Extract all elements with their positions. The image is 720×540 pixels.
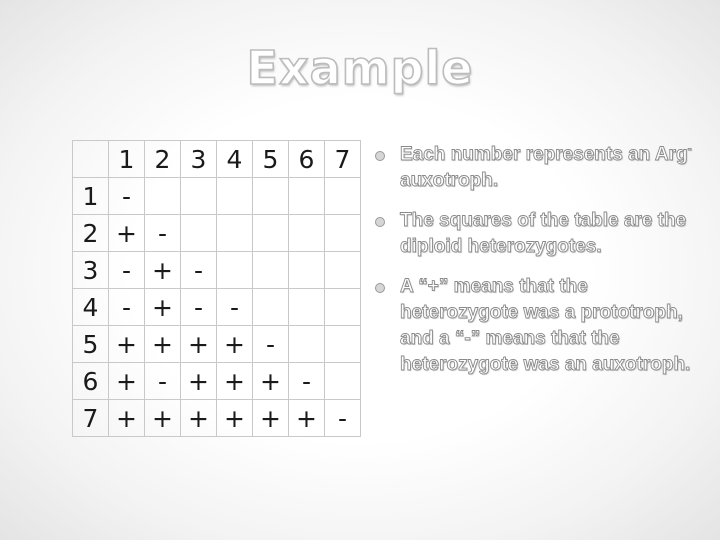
- table-row: [73, 178, 361, 215]
- table-cell: [325, 326, 361, 363]
- bullet-text: The squares of the table are the diploid heterozygotes.: [400, 210, 687, 257]
- table-cell: -: [181, 252, 217, 289]
- table-cell: +: [145, 326, 181, 363]
- complementation-table: [72, 140, 361, 437]
- table-cell: [145, 178, 181, 215]
- column-header: 3: [181, 141, 217, 178]
- table-cell: -: [289, 363, 325, 400]
- table-cell: +: [109, 215, 145, 252]
- bullet-text-post: auxotroph.: [400, 170, 499, 191]
- table-cell: [289, 178, 325, 215]
- table-cell: [181, 215, 217, 252]
- table-cell: +: [109, 400, 145, 437]
- table-cell: [253, 215, 289, 252]
- table-cell: [217, 252, 253, 289]
- bullet-text: A “+” means that the heterozygote was a prototroph, and a “-” means that the heterozygote was an auxotroph.: [400, 276, 691, 375]
- bullet-item: [372, 208, 702, 260]
- column-header: 5: [253, 141, 289, 178]
- table-cell: +: [217, 363, 253, 400]
- table-cell: -: [253, 326, 289, 363]
- table-cell: [217, 215, 253, 252]
- table-row: [73, 326, 361, 363]
- row-header: 1: [73, 178, 109, 215]
- bullet-dot-icon: [375, 217, 385, 227]
- table-cell: +: [145, 400, 181, 437]
- bullet-item: [372, 274, 702, 378]
- table-cell: [325, 363, 361, 400]
- table-cell: [217, 178, 253, 215]
- table-cell: -: [109, 178, 145, 215]
- table-cell: [325, 289, 361, 326]
- row-header: 4: [73, 289, 109, 326]
- bullet-dot-icon: [375, 283, 385, 293]
- column-header: 1: [109, 141, 145, 178]
- table-cell: +: [181, 400, 217, 437]
- table-cell: +: [289, 400, 325, 437]
- bullet-list: [372, 142, 702, 392]
- table-cell: [325, 178, 361, 215]
- row-header: 5: [73, 326, 109, 363]
- table-cell: +: [253, 400, 289, 437]
- row-header: 3: [73, 252, 109, 289]
- bullet-superscript: -: [687, 141, 692, 156]
- table-cell: [253, 178, 289, 215]
- table-cell: +: [217, 326, 253, 363]
- table-cell: +: [145, 252, 181, 289]
- table-cell: -: [145, 215, 181, 252]
- table-cell: [325, 252, 361, 289]
- table-cell: +: [181, 326, 217, 363]
- table-cell: [253, 252, 289, 289]
- table-cell: +: [217, 400, 253, 437]
- column-header: 7: [325, 141, 361, 178]
- row-header: 2: [73, 215, 109, 252]
- corner-cell: [73, 141, 109, 178]
- table-row: [73, 363, 361, 400]
- table-cell: -: [109, 252, 145, 289]
- table-cell: [289, 326, 325, 363]
- column-header: 2: [145, 141, 181, 178]
- table-cell: +: [109, 363, 145, 400]
- table-cell: +: [109, 326, 145, 363]
- table-row: [73, 252, 361, 289]
- table-cell: [325, 215, 361, 252]
- table-cell: [289, 252, 325, 289]
- table-cell: -: [145, 363, 181, 400]
- table-cell: [289, 289, 325, 326]
- row-header: 6: [73, 363, 109, 400]
- row-header: 7: [73, 400, 109, 437]
- table-cell: [289, 215, 325, 252]
- table-row: [73, 400, 361, 437]
- table-row: [73, 215, 361, 252]
- header-row: [73, 141, 361, 178]
- table-row: [73, 289, 361, 326]
- column-header: 4: [217, 141, 253, 178]
- column-header: 6: [289, 141, 325, 178]
- table-cell: -: [217, 289, 253, 326]
- table-cell: +: [253, 363, 289, 400]
- table-cell: +: [181, 363, 217, 400]
- slide-title: Example: [246, 41, 474, 95]
- table-cell: -: [181, 289, 217, 326]
- bullet-item: [372, 142, 702, 194]
- table-cell: -: [325, 400, 361, 437]
- table-cell: [181, 178, 217, 215]
- table-cell: -: [109, 289, 145, 326]
- bullet-text-pre: Each number represents an Arg: [400, 144, 688, 165]
- bullet-dot-icon: [375, 151, 385, 161]
- table-cell: +: [145, 289, 181, 326]
- table-cell: [253, 289, 289, 326]
